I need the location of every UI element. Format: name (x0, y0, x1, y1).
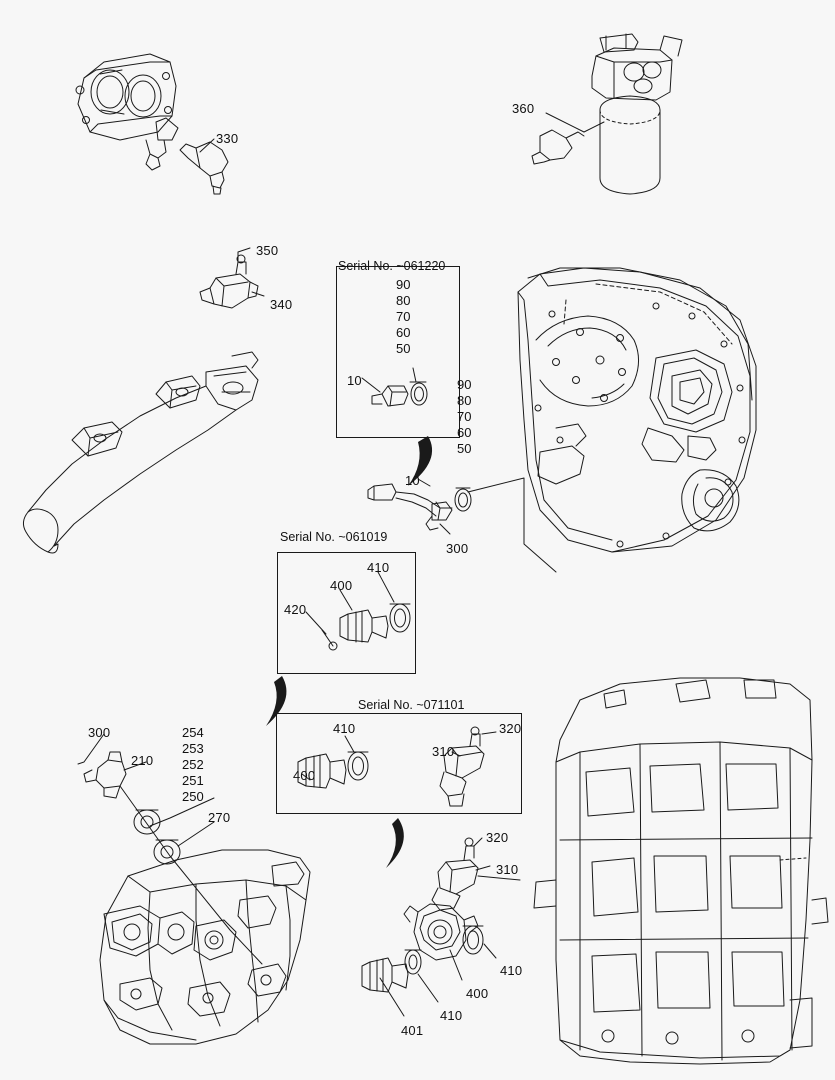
stack-inset-90-50 (396, 277, 410, 357)
callout-300-left: 300 (88, 725, 111, 740)
callout-320-inset3: 320 (499, 721, 522, 736)
part-flywheel-housing (518, 268, 756, 552)
leader-300a (440, 524, 450, 534)
stack-254-250 (182, 725, 204, 805)
stack-item: 50 (457, 441, 472, 456)
callout-340: 340 (270, 297, 293, 312)
stack-item: 250 (182, 789, 204, 804)
stack-item: 70 (396, 309, 411, 324)
leader-320b (474, 838, 482, 846)
leader-360 (546, 113, 584, 132)
callout-330: 330 (216, 131, 239, 146)
leader-340 (252, 292, 264, 296)
inset-caption-061019: Serial No. ~061019 (280, 530, 388, 544)
callout-400-inset3: 400 (293, 768, 316, 783)
leader-410-right (484, 944, 496, 958)
leader-270 (178, 822, 214, 846)
callout-410-inset2: 410 (367, 560, 390, 575)
stack-item: 80 (396, 293, 411, 308)
callout-320-lower: 320 (486, 830, 509, 845)
leader-410-mid (418, 974, 438, 1002)
callout-400-lower: 400 (466, 986, 489, 1001)
callout-10-inset: 10 (347, 373, 362, 388)
callout-400-inset2: 400 (330, 578, 353, 593)
part-pump-assembly (100, 850, 310, 1044)
part-360-sensor (532, 130, 584, 164)
part-filter-head (592, 34, 682, 100)
stack-item: 254 (182, 725, 204, 740)
stack-item: 60 (457, 425, 472, 440)
callout-420-inset2: 420 (284, 602, 307, 617)
part-throttle-body (76, 54, 178, 170)
callout-270: 270 (208, 810, 231, 825)
stack-item: 70 (457, 409, 472, 424)
stack-item: 50 (396, 341, 411, 356)
part-10-harness (368, 484, 471, 530)
callout-401: 401 (401, 1023, 424, 1038)
stack-item: 90 (457, 377, 472, 392)
inset-frame-071101 (276, 713, 522, 814)
part-300-left (84, 752, 126, 798)
callout-410-right: 410 (500, 963, 523, 978)
callout-210: 210 (131, 753, 154, 768)
callout-300-main: 300 (446, 541, 469, 556)
inset-caption-061220: Serial No. ~061220 (338, 259, 446, 273)
callout-310-lower: 310 (496, 862, 519, 877)
inset-caption-071101: Serial No. ~071101 (358, 698, 465, 712)
stack-item: 252 (182, 757, 204, 772)
part-bottom-center (362, 838, 483, 992)
stack-item: 253 (182, 741, 204, 756)
part-340-sensor (200, 255, 258, 308)
callout-310-inset3: 310 (432, 744, 455, 759)
part-330-sensor (180, 142, 228, 194)
part-oil-filter (600, 96, 660, 194)
stack-right-90-50 (457, 377, 471, 457)
leader-pump (120, 786, 262, 964)
leader-360b (584, 122, 604, 132)
stack-item: 80 (457, 393, 472, 408)
stack-item: 90 (396, 277, 411, 292)
callout-410-inset3: 410 (333, 721, 356, 736)
leader-401 (380, 978, 404, 1016)
stack-item: 60 (396, 325, 411, 340)
callout-360: 360 (512, 101, 535, 116)
part-engine-block (534, 678, 828, 1064)
stack-item: 251 (182, 773, 204, 788)
callout-350: 350 (256, 243, 279, 258)
pointer-inset3 (386, 818, 404, 868)
leader-400-right (450, 950, 462, 980)
callout-10-main: 10 (405, 473, 420, 488)
part-intake-pipe (23, 352, 258, 553)
callout-410-lower: 410 (440, 1008, 463, 1023)
